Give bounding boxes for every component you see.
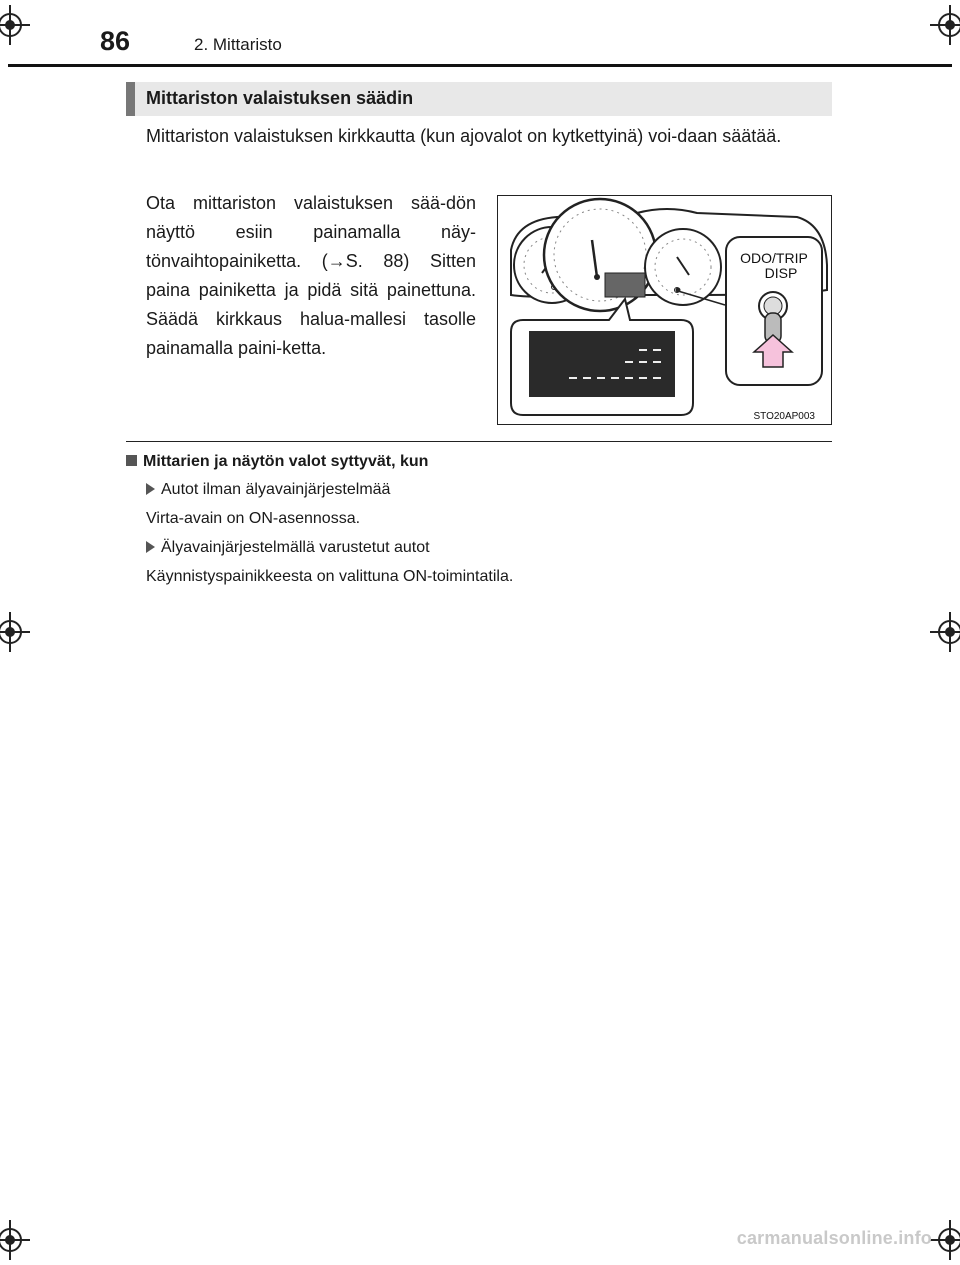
registration-mark-icon — [0, 5, 30, 45]
notes-heading — [126, 453, 428, 471]
condition-text: Käynnistyspainikkeesta on valittuna ON-toimintatila. — [146, 568, 514, 585]
section-title-accent — [126, 82, 135, 116]
zoomed-display — [529, 331, 675, 397]
square-bullet-icon — [126, 455, 137, 466]
header-rule — [8, 64, 952, 67]
page-number: 86 — [100, 26, 131, 56]
instruction-paragraph: Ota mittariston valaistuksen sää-dön näyttö esiin painamalla näy-tönvaihtopainiketta. (→S. 88) Sitten paina painiketta ja pidä sitä painettuna. Säädä kirkkaus halua-mallesi tasolle painamalla paini-ketta. — [146, 193, 476, 358]
section-title-bar — [126, 82, 832, 116]
button-label-line2: DISP — [764, 265, 798, 281]
condition-subheading-text: Autot ilman älyavainjärjestelmää — [161, 481, 391, 498]
condition-subheading — [146, 539, 430, 557]
button-label-line1: ODO/TRIP — [740, 250, 808, 266]
instrument-cluster-illustration — [497, 195, 832, 425]
registration-mark-icon — [930, 612, 960, 652]
watermark: carmanualsonline.info — [736, 1228, 932, 1248]
triangle-bullet-icon — [146, 541, 155, 553]
condition-subheading-text: Älyavainjärjestelmällä varustetut autot — [161, 539, 430, 556]
registration-mark-icon — [0, 612, 30, 652]
condition-text: Virta-avain on ON-asennossa. — [146, 510, 361, 527]
registration-mark-icon — [0, 1220, 30, 1260]
registration-mark-icon — [930, 1220, 960, 1260]
intro-paragraph: Mittariston valaistuksen kirkkautta (kun ajovalot on kytkettyinä) voi-daan säätää. — [146, 126, 782, 146]
triangle-bullet-icon — [146, 483, 155, 495]
registration-mark-icon — [930, 5, 960, 45]
subsection-rule — [126, 441, 832, 442]
condition-subheading — [146, 481, 390, 499]
notes-heading-text: Mittarien ja näytön valot syttyvät, kun — [143, 453, 429, 470]
section-title: Mittariston valaistuksen säädin — [146, 88, 414, 108]
cluster-display — [605, 273, 645, 297]
figure-code: STO20AP003 — [753, 411, 815, 422]
running-head: 2. Mittaristo — [194, 35, 282, 54]
